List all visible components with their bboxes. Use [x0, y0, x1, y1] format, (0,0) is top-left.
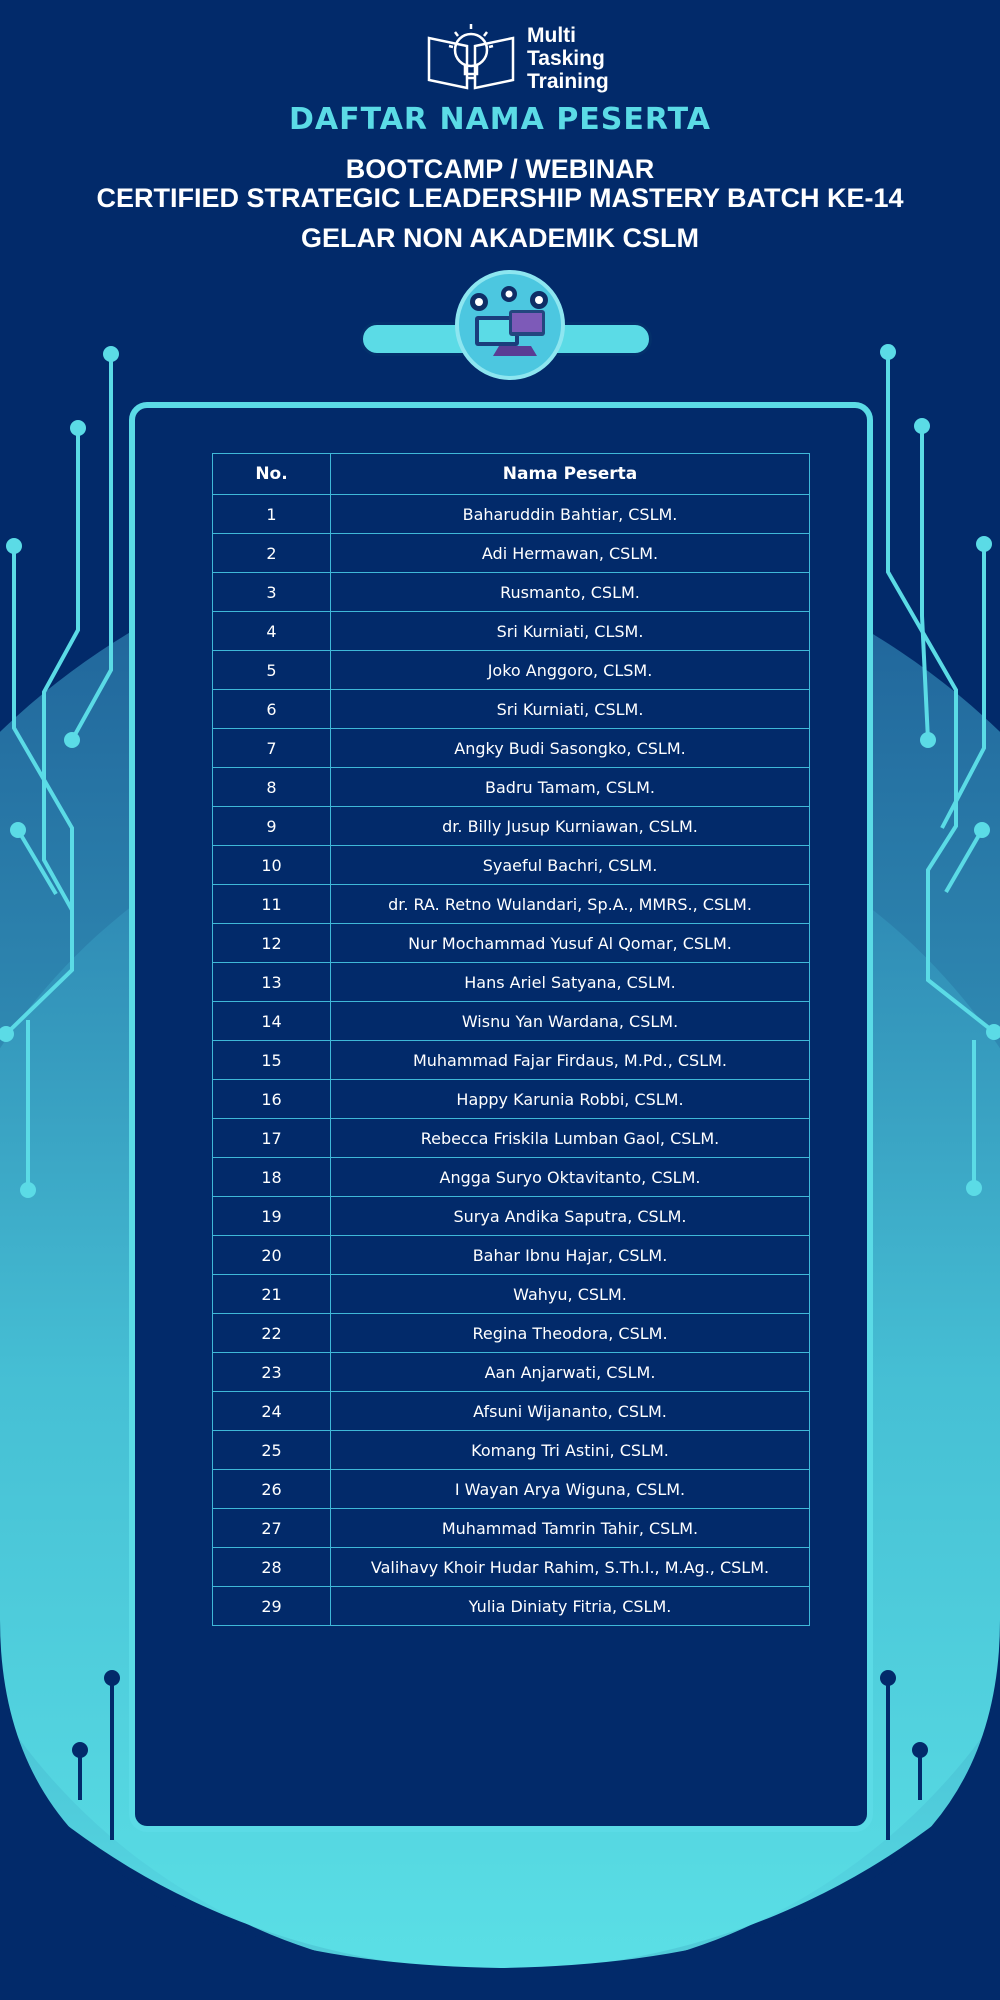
row-number: 24: [213, 1392, 331, 1431]
table-row: [213, 1041, 810, 1080]
column-header-name: Nama Peserta: [331, 454, 810, 495]
participant-name: Joko Anggoro, CLSM.: [331, 651, 810, 690]
subtitle-event-type: BOOTCAMP / WEBINAR: [345, 154, 655, 184]
row-number: 23: [213, 1353, 331, 1392]
row-number: 8: [213, 768, 331, 807]
table-row: [213, 924, 810, 963]
table-row: [213, 1353, 810, 1392]
online-learning-devices-icon: [455, 270, 565, 380]
table-row: [213, 612, 810, 651]
participant-name: Valihavy Khoir Hudar Rahim, S.Th.I., M.Ag., CSLM.: [331, 1548, 810, 1587]
table-row: [213, 768, 810, 807]
row-number: 21: [213, 1275, 331, 1314]
participants-table: [212, 453, 810, 1626]
row-number: 15: [213, 1041, 331, 1080]
row-number: 18: [213, 1158, 331, 1197]
row-number: 5: [213, 651, 331, 690]
page-title: DAFTAR NAMA PESERTA: [288, 102, 712, 137]
row-number: 16: [213, 1080, 331, 1119]
table-row: [213, 1119, 810, 1158]
participant-name: Nur Mochammad Yusuf Al Qomar, CSLM.: [331, 924, 810, 963]
table-row: [213, 1002, 810, 1041]
table-row: [213, 1314, 810, 1353]
participant-name: I Wayan Arya Wiguna, CSLM.: [331, 1470, 810, 1509]
row-number: 3: [213, 573, 331, 612]
table-header-row: [213, 454, 810, 495]
participant-name: Happy Karunia Robbi, CSLM.: [331, 1080, 810, 1119]
table-row: [213, 1080, 810, 1119]
participant-name: Surya Andika Saputra, CSLM.: [331, 1197, 810, 1236]
participant-name: Komang Tri Astini, CSLM.: [331, 1431, 810, 1470]
subtitle-degree: GELAR NON AKADEMIK CSLM: [301, 223, 699, 253]
participant-name: dr. RA. Retno Wulandari, Sp.A., MMRS., CSLM.: [331, 885, 810, 924]
lightbulb-book-icon: [425, 20, 517, 98]
row-number: 4: [213, 612, 331, 651]
participant-name: Yulia Diniaty Fitria, CSLM.: [331, 1587, 810, 1626]
participant-name: Muhammad Tamrin Tahir, CSLM.: [331, 1509, 810, 1548]
row-number: 19: [213, 1197, 331, 1236]
row-number: 27: [213, 1509, 331, 1548]
row-number: 25: [213, 1431, 331, 1470]
table-row: [213, 1197, 810, 1236]
table-row: [213, 807, 810, 846]
participant-name: dr. Billy Jusup Kurniawan, CSLM.: [331, 807, 810, 846]
participant-name: Regina Theodora, CSLM.: [331, 1314, 810, 1353]
brand-logo: [425, 20, 625, 98]
table-row: [213, 1275, 810, 1314]
table-row: [213, 846, 810, 885]
logo-text-line2: Tasking: [527, 47, 605, 70]
row-number: 29: [213, 1587, 331, 1626]
table-row: [213, 651, 810, 690]
participant-name: Sri Kurniati, CSLM.: [331, 690, 810, 729]
participant-name: Rebecca Friskila Lumban Gaol, CSLM.: [331, 1119, 810, 1158]
participant-name: Angky Budi Sasongko, CSLM.: [331, 729, 810, 768]
participant-name: Afsuni Wijananto, CSLM.: [331, 1392, 810, 1431]
table-row: [213, 495, 810, 534]
logo-text-line3: Training: [527, 70, 609, 93]
row-number: 12: [213, 924, 331, 963]
participant-name: Aan Anjarwati, CSLM.: [331, 1353, 810, 1392]
row-number: 1: [213, 495, 331, 534]
row-number: 28: [213, 1548, 331, 1587]
participant-name: Hans Ariel Satyana, CSLM.: [331, 963, 810, 1002]
row-number: 7: [213, 729, 331, 768]
table-row: [213, 1158, 810, 1197]
participant-name: Rusmanto, CSLM.: [331, 573, 810, 612]
table-row: [213, 573, 810, 612]
participant-name: Baharuddin Bahtiar, CSLM.: [331, 495, 810, 534]
row-number: 20: [213, 1236, 331, 1275]
row-number: 2: [213, 534, 331, 573]
participant-name: Sri Kurniati, CLSM.: [331, 612, 810, 651]
participant-name: Wahyu, CSLM.: [331, 1275, 810, 1314]
row-number: 14: [213, 1002, 331, 1041]
row-number: 26: [213, 1470, 331, 1509]
row-number: 9: [213, 807, 331, 846]
row-number: 13: [213, 963, 331, 1002]
row-number: 11: [213, 885, 331, 924]
table-row: [213, 1470, 810, 1509]
participant-name: Syaeful Bachri, CSLM.: [331, 846, 810, 885]
participant-name: Bahar Ibnu Hajar, CSLM.: [331, 1236, 810, 1275]
table-row: [213, 885, 810, 924]
table-row: [213, 1392, 810, 1431]
row-number: 22: [213, 1314, 331, 1353]
participant-name: Wisnu Yan Wardana, CSLM.: [331, 1002, 810, 1041]
table-row: [213, 690, 810, 729]
table-row: [213, 534, 810, 573]
table-row: [213, 1236, 810, 1275]
row-number: 10: [213, 846, 331, 885]
logo-text-line1: Multi: [527, 24, 576, 47]
participant-name: Muhammad Fajar Firdaus, M.Pd., CSLM.: [331, 1041, 810, 1080]
row-number: 6: [213, 690, 331, 729]
table-row: [213, 1509, 810, 1548]
table-row: [213, 1548, 810, 1587]
participant-name: Angga Suryo Oktavitanto, CSLM.: [331, 1158, 810, 1197]
table-row: [213, 729, 810, 768]
subtitle-program-name: CERTIFIED STRATEGIC LEADERSHIP MASTERY BATCH KE-14: [96, 183, 904, 213]
participant-name: Badru Tamam, CSLM.: [331, 768, 810, 807]
table-row: [213, 1587, 810, 1626]
table-row: [213, 1431, 810, 1470]
row-number: 17: [213, 1119, 331, 1158]
column-header-number: No.: [213, 454, 331, 495]
participant-name: Adi Hermawan, CSLM.: [331, 534, 810, 573]
table-row: [213, 963, 810, 1002]
